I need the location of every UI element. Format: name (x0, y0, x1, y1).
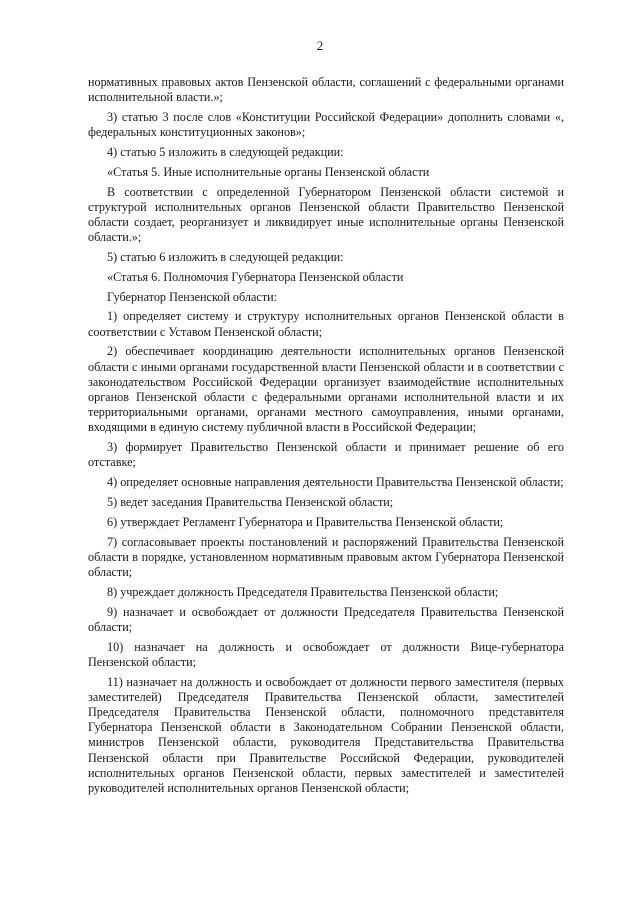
power-item-8: 8) учреждает должность Председателя Правительства Пензенской области; (107, 584, 499, 599)
paragraph-continuation: нормативных правовых актов Пензенской области, соглашений с федеральными органами исполнительной власти.»; (88, 75, 564, 105)
power-item-3: 3) формирует Правительство Пензенской области и принимает решение об его отставке; (88, 440, 564, 470)
paragraph-item-5: 5) статью 6 изложить в следующей редакции: (107, 250, 344, 264)
power-item-11: 11) назначает на должность и освобождает от должности первого заместителя (первых заместителей) Председателя Правительства Пензенской области, заместителей Председателя Правительства Пензенской области, полномочного представителя Губернатора Пензенской области в Законодательном Собрании Пензенской области, министров Пензенской области, руководителя Представительства Правительства Пензенской области при Правительстве Российской Федерации, руководителей исполнительных органов Пензенской области, первых заместителей и заместителей руководителей исполнительных органов Пензенской области; (88, 674, 564, 796)
power-item-1: 1) определяет систему и структуру исполнительных органов Пензенской области в соответствии с Уставом Пензенской области; (88, 309, 564, 339)
article-5-body: В соответствии с определенной Губернатором Пензенской области системой и структурой исполнительных органов Пензенской области Правительство Пензенской области создает, реорганизует и ликвидирует иные исполнительные органы Пензенской области.»; (88, 184, 564, 245)
paragraph-item-3: 3) статью 3 после слов «Конституции Российской Федерации» дополнить словами «, федеральных конституционных законов»; (88, 110, 564, 140)
power-item-9: 9) назначает и освобождает от должности Председателя Правительства Пензенской области; (88, 604, 564, 634)
power-item-2: 2) обеспечивает координацию деятельности исполнительных органов Пензенской области с иными органами государственной власти Пензенской области и в соответствии с законодательством Российской Федерации организует взаимодействие исполнительных органов Пензенской области с федеральными органами исполнительной власти и их территориальными органами, органами местного самоуправления, иными органами, входящими в единую систему публичной власти в Российской Федерации; (88, 344, 564, 435)
power-item-6: 6) утверждает Регламент Губернатора и Правительства Пензенской области; (107, 514, 504, 529)
power-item-5: 5) ведет заседания Правительства Пензенской области; (107, 495, 394, 509)
power-item-4: 4) определяет основные направления деятельности Правительства Пензенской области; (107, 475, 564, 490)
power-item-7: 7) согласовывает проекты постановлений и распоряжений Правительства Пензенской области в порядке, установленном нормативным правовым актом Губернатора Пензенской области; (88, 534, 564, 579)
document-body (88, 75, 564, 801)
article-6-heading: «Статья 6. Полномочия Губернатора Пензенской области (107, 269, 404, 284)
page-number: 2 (316, 38, 324, 53)
paragraph-item-4: 4) статью 5 изложить в следующей редакции: (107, 145, 344, 159)
article-5-heading: «Статья 5. Иные исполнительные органы Пензенской области (107, 164, 430, 179)
article-6-intro: Губернатор Пензенской области: (107, 289, 278, 304)
power-item-10: 10) назначает на должность и освобождает от должности Вице-губернатора Пензенской области; (88, 639, 564, 669)
